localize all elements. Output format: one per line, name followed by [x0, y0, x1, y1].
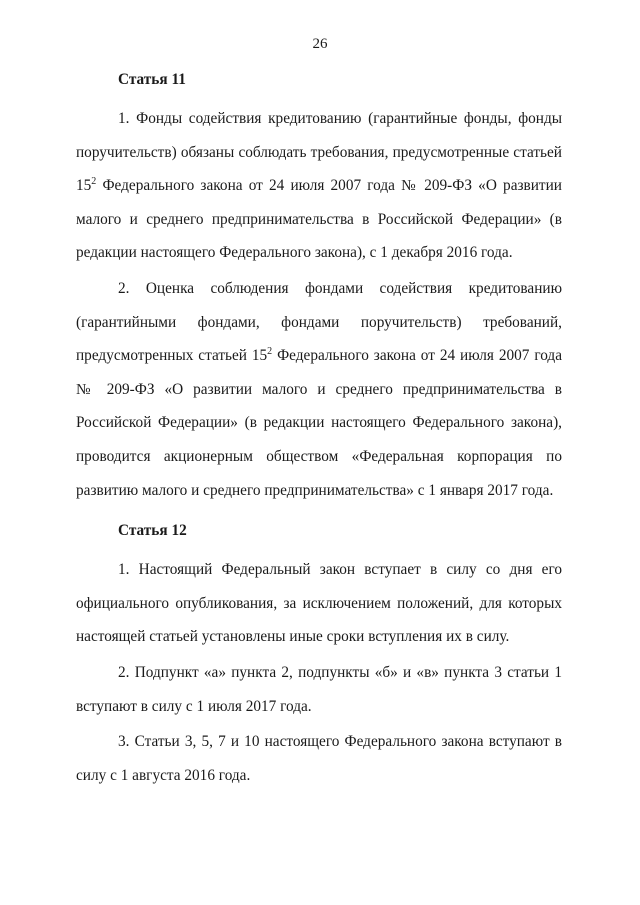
article-11-paragraph-2 [76, 272, 562, 507]
article-11-p1-superscript: 2 [91, 176, 97, 188]
article-11-p1-text-start: 1. Фонды содействия кредитованию (гарантийные фонды, фонды поручительств) обязаны соблюдать требования, предусмотренные статьей 15 [76, 110, 562, 195]
article-11-p2-text-start: 2. Оценка соблюдения фондами содействия кредитованию (гарантийными фондами, фондами поручительств) требований, предусмотренных статьей 15 [76, 279, 562, 365]
article-12-paragraph-1: 1. Настоящий Федеральный закон вступает в силу со дня его официального опубликования, за исключением положений, для которых настоящей статьей установлены иные сроки вступления их в силу. [76, 561, 562, 646]
article-11-p2-superscript: 2 [267, 346, 273, 358]
article-11-p1-text-end: Федерального закона от 24 июля 2007 года № 209-ФЗ «О развитии малого и среднего предпринимательства в Российской Федерации» (в редакции настоящего Федерального закона), с 1 декабря 2016 года. [76, 177, 562, 262]
article-12-paragraph-2: 2. Подпункт «а» пункта 2, подпункты «б» и «в» пункта 3 статьи 1 вступают в силу с 1 июля 2017 года. [76, 663, 562, 715]
document-body [76, 70, 562, 792]
article-12-paragraph-3: 3. Статьи 3, 5, 7 и 10 настоящего Федерального закона вступают в силу с 1 августа 2016 года. [76, 733, 562, 784]
article-11-p2-text-end: Федерального закона от 24 июля 2007 года № 209-ФЗ «О развитии малого и среднего предпринимательства в Российской Федерации» (в редакции настоящего Федерального закона), проводится акционерным обществом «Федеральная корпорация по развитию малого и среднего предпринимательства» с 1 января 2017 года. [76, 347, 562, 499]
article-11-paragraph-1 [76, 102, 562, 270]
page-number: 26 [312, 36, 328, 52]
article-11-heading: Статья 11 [118, 71, 186, 88]
article-12-heading: Статья 12 [118, 522, 187, 540]
